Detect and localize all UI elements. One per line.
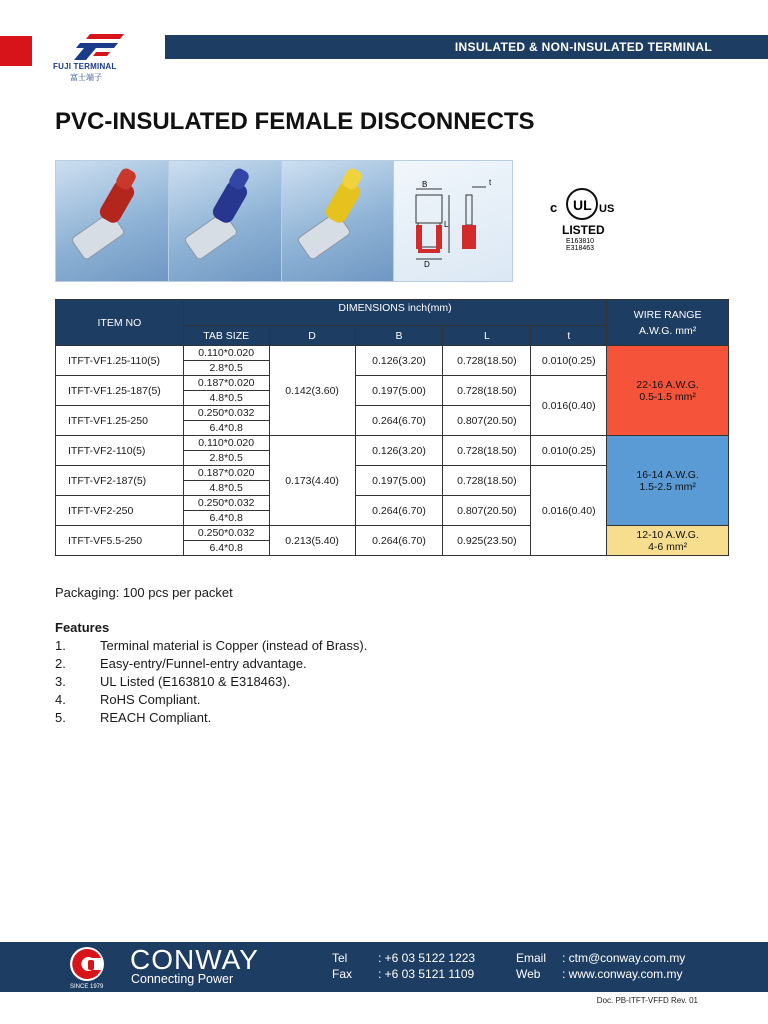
list-item [55, 691, 367, 709]
tab-size-mm: 4.8*0.5 [183, 391, 269, 406]
ul-us: US [599, 203, 615, 215]
wire-range-blue [607, 436, 729, 526]
tab-size-inch: 0.187*0.020 [183, 466, 269, 481]
label-d: D [424, 260, 430, 269]
ul-text: UL [573, 197, 592, 213]
dimension-b: 0.197(5.00) [355, 466, 443, 496]
page-title: PVC-INSULATED FEMALE DISCONNECTS [55, 108, 535, 135]
tab-size-inch: 0.110*0.020 [183, 346, 269, 361]
email-label: Email [516, 951, 547, 965]
list-number: 5. [55, 710, 66, 725]
dimension-b: 0.264(6.70) [355, 406, 443, 436]
tab-size-mm: 4.8*0.5 [183, 481, 269, 496]
tab-size-inch: 0.250*0.032 [183, 406, 269, 421]
item-no: ITFT-VF2-187(5) [56, 466, 184, 496]
list-text: Terminal material is Copper (instead of Brass). [100, 638, 368, 653]
product-photo-red [55, 160, 169, 282]
header-b: B [355, 326, 443, 346]
dimension-l: 0.728(18.50) [443, 346, 531, 376]
dimension-b: 0.264(6.70) [355, 526, 443, 556]
header-tab-size: TAB SIZE [183, 326, 269, 346]
conway-logo [68, 944, 108, 990]
email-link[interactable]: : ctm@conway.com.my [562, 951, 686, 965]
ul-listed-mark [545, 182, 625, 254]
tel-value: : +6 03 5122 1223 [378, 951, 476, 965]
list-text: REACH Compliant. [100, 710, 212, 725]
tab-size-inch: 0.250*0.032 [183, 526, 269, 541]
dimension-d: 0.213(5.40) [269, 526, 355, 556]
list-number: 1. [55, 638, 66, 653]
dimension-d: 0.142(3.60) [269, 346, 355, 436]
tab-size-mm: 6.4*0.8 [183, 541, 269, 556]
web-label: Web [516, 967, 541, 981]
list-number: 4. [55, 692, 66, 707]
table-row [56, 526, 729, 541]
company-name: CONWAY [130, 944, 259, 975]
list-text: Easy-entry/Funnel-entry advantage. [100, 656, 307, 671]
dimension-d: 0.173(4.40) [269, 436, 355, 526]
wire-range-yellow [607, 526, 729, 556]
header-item-no: ITEM NO [56, 300, 184, 346]
tab-size-inch: 0.110*0.020 [183, 436, 269, 451]
table-row [56, 346, 729, 361]
wire-range-mm: 4-6 mm² [648, 540, 688, 553]
header-l: L [443, 326, 531, 346]
list-text: UL Listed (E163810 & E318463). [100, 674, 291, 689]
list-item [55, 637, 367, 655]
dimension-t: 0.010(0.25) [531, 436, 607, 466]
fuji-terminal-logo [50, 30, 160, 86]
dimension-l: 0.807(20.50) [443, 406, 531, 436]
header-red-tab [0, 36, 32, 66]
item-no: ITFT-VF1.25-250 [56, 406, 184, 436]
item-no: ITFT-VF5.5-250 [56, 526, 184, 556]
product-photo-blue [168, 160, 282, 282]
list-number: 3. [55, 674, 66, 689]
ul-listed: LISTED [562, 223, 605, 237]
product-photo-yellow [281, 160, 395, 282]
specification-table [55, 299, 729, 556]
logo-text: FUJI TERMINAL [53, 62, 117, 71]
logo-chinese-text: 富士端子 [70, 73, 102, 82]
wire-range-unit: A.W.G. mm² [639, 324, 697, 337]
company-tagline: Connecting Power [131, 972, 234, 986]
ul-number-1: E163810 [566, 238, 595, 245]
wire-range-mm: 1.5-2.5 mm² [639, 480, 696, 493]
dimension-l: 0.925(23.50) [443, 526, 531, 556]
wire-range-awg: 22-16 A.W.G. [636, 378, 699, 391]
header-d: D [269, 326, 355, 346]
tab-size-inch: 0.250*0.032 [183, 496, 269, 511]
blue-terminal-image [169, 161, 281, 281]
section-title: INSULATED & NON-INSULATED TERMINAL [454, 40, 712, 54]
header-t: t [531, 326, 607, 346]
dimension-l: 0.728(18.50) [443, 376, 531, 406]
item-no: ITFT-VF1.25-187(5) [56, 376, 184, 406]
dimension-l: 0.728(18.50) [443, 466, 531, 496]
dimension-drawing [394, 161, 512, 281]
document-reference: Doc. PB-ITFT-VFFD Rev. 01 [596, 996, 698, 1005]
ul-c: c [550, 200, 558, 215]
wire-range-awg: 16-14 A.W.G. [636, 468, 699, 481]
label-b: B [422, 180, 428, 189]
dimension-b: 0.126(3.20) [355, 346, 443, 376]
dimension-b: 0.264(6.70) [355, 496, 443, 526]
dimension-t: 0.016(0.40) [531, 466, 607, 556]
wire-range-awg: 12-10 A.W.G. [636, 528, 699, 541]
list-text: RoHS Compliant. [100, 692, 201, 707]
list-number: 2. [55, 656, 66, 671]
yellow-terminal-image [282, 161, 394, 281]
tab-size-mm: 2.8*0.5 [183, 451, 269, 466]
fax-value: : +6 03 5121 1109 [378, 967, 475, 981]
dimension-b: 0.197(5.00) [355, 376, 443, 406]
since-text: SINCE 1979 [70, 984, 104, 990]
list-item [55, 673, 367, 691]
header-wire-range [607, 300, 729, 346]
wire-range-mm: 0.5-1.5 mm² [639, 390, 696, 403]
item-no: ITFT-VF1.25-110(5) [56, 346, 184, 376]
table-row [56, 436, 729, 451]
fax-label: Fax [332, 967, 353, 981]
item-no: ITFT-VF2-250 [56, 496, 184, 526]
label-l: L [444, 220, 449, 229]
header-dimensions: DIMENSIONS inch(mm) [183, 300, 607, 326]
features-list [55, 637, 367, 727]
tab-size-mm: 2.8*0.5 [183, 361, 269, 376]
dimension-t: 0.010(0.25) [531, 346, 607, 376]
features-title: Features [55, 620, 110, 635]
ul-number-2: E318463 [566, 245, 595, 252]
item-no: ITFT-VF2-110(5) [56, 436, 184, 466]
wire-range-red [607, 346, 729, 436]
dimension-b: 0.126(3.20) [355, 436, 443, 466]
tab-size-mm: 6.4*0.8 [183, 511, 269, 526]
dimension-l: 0.807(20.50) [443, 496, 531, 526]
tab-size-inch: 0.187*0.020 [183, 376, 269, 391]
list-item [55, 709, 367, 727]
wire-range-label: WIRE RANGE [633, 308, 702, 321]
tel-label: Tel [332, 951, 348, 965]
label-t: t [489, 178, 492, 187]
tab-size-mm: 6.4*0.8 [183, 421, 269, 436]
list-item [55, 655, 367, 673]
red-terminal-image [56, 161, 168, 281]
packaging-text: Packaging: 100 pcs per packet [55, 585, 233, 600]
web-link[interactable]: : www.conway.com.my [562, 967, 683, 981]
dimension-diagram [393, 160, 513, 282]
dimension-l: 0.728(18.50) [443, 436, 531, 466]
dimension-t: 0.016(0.40) [531, 376, 607, 436]
